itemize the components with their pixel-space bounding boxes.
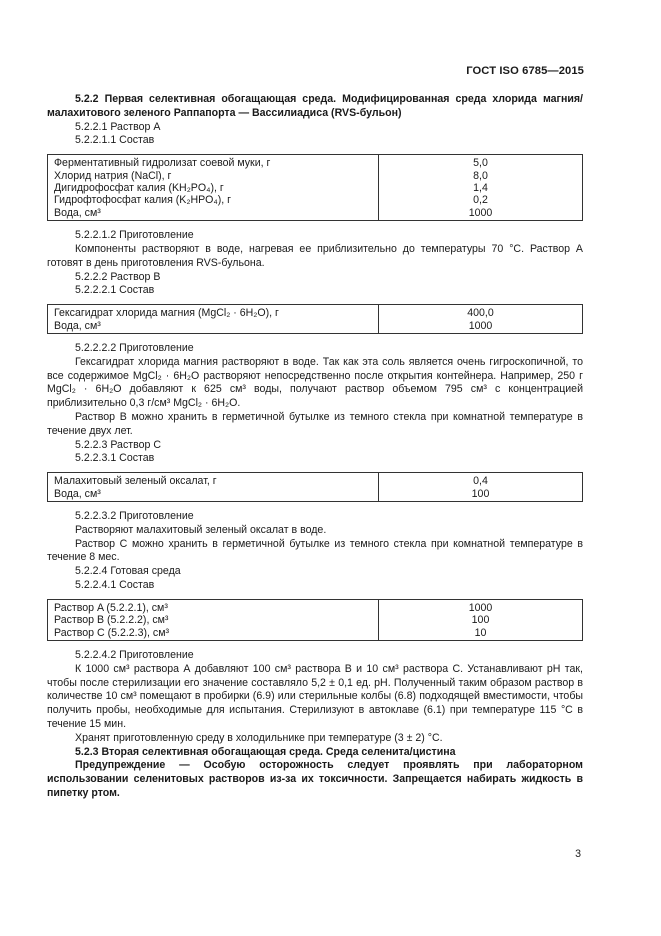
- table-solution-c: [47, 472, 583, 502]
- table-row: [48, 473, 583, 488]
- paragraph-5-2-2-2-2-b: Раствор В можно хранить в герметичной бутылке из темного стекла при комнатной температуре в течение двух лет.: [47, 411, 583, 437]
- table-row: [48, 599, 583, 614]
- section-5-2-3-title: 5.2.3 Вторая селективная обогащающая среда. Среда селенита/цистина: [75, 745, 456, 758]
- section-5-2-2-title: 5.2.2 Первая селективная обогащающая среда. Модифицированная среда хлорида магния/малахитового зеленого Раппапорта — Вассилиадиса (RVS-бульон): [47, 93, 583, 119]
- paragraph-5-2-2-1-2: Компоненты растворяют в воде, нагревая ее приблизительно до температуры 70 °С. Раствор А готовят в день приготовления RVS-бульона.: [47, 243, 583, 269]
- ingredient-amount: 8,0: [473, 169, 488, 182]
- ingredient-amount: 0,2: [473, 194, 488, 207]
- heading-5-2-2-2-1: 5.2.2.2.1 Состав: [75, 284, 155, 297]
- ingredient-amount: 1000: [468, 319, 493, 332]
- table-row: [48, 488, 583, 502]
- ingredient-amount: 1000: [468, 601, 493, 614]
- ingredient-amount: 100: [471, 614, 490, 627]
- paragraph-5-2-2-3-2-a: Растворяют малахитовый зеленый оксалат в воде.: [75, 523, 327, 536]
- table-row: [48, 170, 583, 182]
- heading-5-2-2-4-1: 5.2.2.4.1 Состав: [75, 578, 155, 591]
- ingredient-name: Раствор A (5.2.2.1), см³: [48, 599, 379, 614]
- ingredient-name: Гексагидрат хлорида магния (MgCl₂ · 6H₂O), г: [48, 305, 379, 320]
- ingredient-amount: 400,0: [467, 307, 494, 320]
- heading-5-2-2-3: 5.2.2.3 Раствор C: [75, 438, 161, 451]
- heading-5-2-2-1: 5.2.2.1 Раствор A: [75, 120, 161, 133]
- table-row: [48, 614, 583, 626]
- ingredient-amount: 1,4: [473, 182, 488, 194]
- ingredient-amount: 0,4: [473, 475, 488, 488]
- ingredient-name: Вода, см³: [48, 488, 379, 502]
- heading-5-2-2-1-1: 5.2.2.1.1 Состав: [75, 134, 155, 147]
- table-ready-medium: [47, 599, 583, 641]
- ingredient-amount: 100: [471, 487, 490, 500]
- paragraph-5-2-2-3-2-b: Раствор С можно хранить в герметичной бутылке из темного стекла при комнатной температуре в течение 8 мес.: [47, 537, 583, 564]
- table-row: [48, 320, 583, 334]
- heading-5-2-2-1-2: 5.2.2.1.2 Приготовление: [75, 229, 194, 242]
- ingredient-name: Раствор B (5.2.2.2), см³: [48, 614, 379, 626]
- ingredient-amount: 5,0: [473, 157, 488, 170]
- heading-5-2-2-4-2: 5.2.2.4.2 Приготовление: [75, 649, 194, 661]
- ingredient-name: Дигидрофосфат калия (KH₂PO₄), г: [48, 182, 379, 194]
- table-solution-b: [47, 304, 583, 334]
- paragraph-5-2-2-4-2-a: К 1000 см³ раствора А добавляют 100 см³ раствора В и 10 см³ раствора С. Устанавливают рН так, чтобы после стерилизации его значение составляло 5,2 ± 0,1 ед. рН. Полученный таким образом раствор в количестве 10 см³ помещают в пробирки (6.9) или стерильные колбы (6.8) подходящей вместимости, чтобы получить пробы, необходимые для испытания. Стерилизуют в автоклаве (6.1) при температуре 115 °С в течение 15 мин.: [47, 662, 583, 730]
- ingredient-amount: 10: [474, 626, 487, 639]
- paragraph-5-2-2-2-2-a: Гексагидрат хлорида магния растворяют в воде. Так как эта соль является очень гигроскопичной, то все содержимое MgCl₂ · 6H₂O растворяют непосредственно после открытия контейнера. Например, 250 г MgCl₂ · 6H₂O добавляют к 625 см³ воды, получают раствор объемом 795 см³ с концентрацией приблизительно 0,3 г/см³ MgCl₂ · 6H₂O.: [47, 355, 583, 410]
- paragraph-5-2-2-4-2-b: Хранят приготовленную среду в холодильнике при температуре (3 ± 2) °С.: [75, 731, 443, 744]
- heading-5-2-2-3-2: 5.2.2.3.2 Приготовление: [75, 510, 194, 522]
- table-solution-a: [47, 154, 583, 221]
- ingredient-amount: 1000: [468, 206, 493, 219]
- table-row: [48, 305, 583, 320]
- ingredient-name: Гидрофтофосфат калия (K₂HPO₄), г: [48, 194, 379, 206]
- warning-paragraph: Предупреждение — Особую осторожность следует проявлять при лабораторном использовании селенитовых растворов из-за их токсичности. Запрещается набирать жидкость в пипетку ртом.: [47, 759, 583, 799]
- ingredient-name: Вода, см³: [48, 207, 379, 221]
- table-row: [48, 194, 583, 206]
- table-row: [48, 627, 583, 641]
- page-number: 3: [575, 848, 581, 860]
- document-header: ГОСТ ISO 6785—2015: [466, 65, 584, 77]
- table-row: [48, 207, 583, 221]
- ingredient-name: Малахитовый зеленый оксалат, г: [48, 473, 379, 488]
- table-row: [48, 155, 583, 170]
- ingredient-name: Хлорид натрия (NaCl), г: [48, 170, 379, 182]
- heading-5-2-2-2-2: 5.2.2.2.2 Приготовление: [75, 342, 194, 355]
- ingredient-name: Ферментативный гидролизат соевой муки, г: [48, 155, 379, 170]
- ingredient-name: Раствор C (5.2.2.3), см³: [48, 627, 379, 641]
- heading-5-2-2-4: 5.2.2.4 Готовая среда: [75, 565, 181, 578]
- table-row: [48, 182, 583, 194]
- document-body: [47, 93, 583, 801]
- heading-5-2-2-2: 5.2.2.2 Раствор B: [75, 270, 161, 283]
- ingredient-name: Вода, см³: [48, 320, 379, 334]
- heading-5-2-2-3-1: 5.2.2.3.1 Состав: [75, 452, 155, 465]
